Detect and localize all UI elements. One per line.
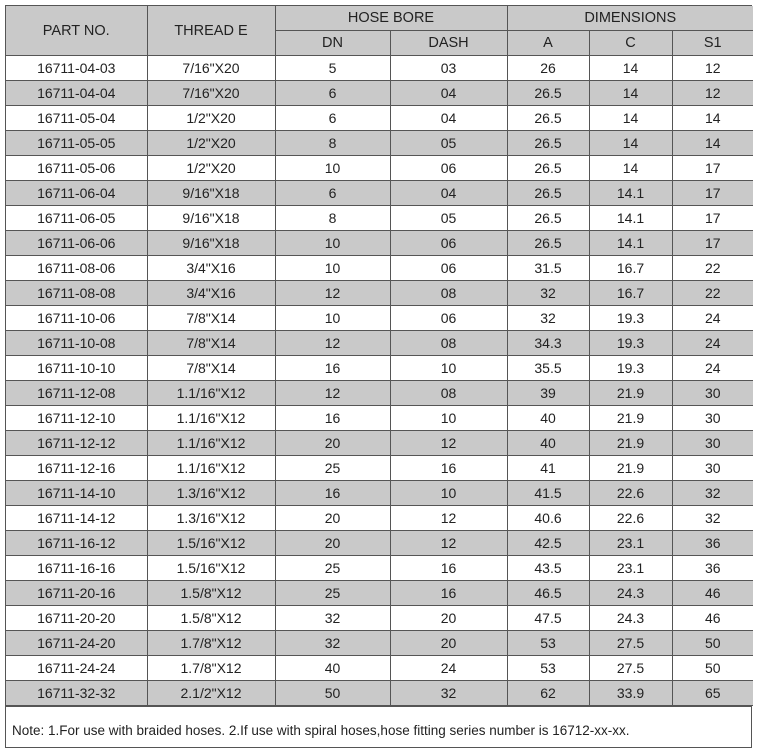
a-cell: 26.5 xyxy=(507,231,589,256)
table-row xyxy=(6,581,753,606)
dash-cell: 08 xyxy=(390,331,507,356)
table-row xyxy=(6,131,753,156)
a-cell: 42.5 xyxy=(507,531,589,556)
dn-cell: 25 xyxy=(275,556,390,581)
s1-cell: 50 xyxy=(672,631,753,656)
hose-fitting-table xyxy=(6,6,753,706)
dash-cell: 24 xyxy=(390,656,507,681)
a-cell: 43.5 xyxy=(507,556,589,581)
s1-cell: 32 xyxy=(672,506,753,531)
dash-cell: 20 xyxy=(390,631,507,656)
dash-cell: 10 xyxy=(390,481,507,506)
dash-cell: 04 xyxy=(390,81,507,106)
part-no-cell: 16711-32-32 xyxy=(6,681,147,706)
s1-cell: 22 xyxy=(672,281,753,306)
c-cell: 21.9 xyxy=(589,456,672,481)
a-cell: 39 xyxy=(507,381,589,406)
s1-cell: 14 xyxy=(672,131,753,156)
s1-cell: 36 xyxy=(672,531,753,556)
s1-cell: 17 xyxy=(672,206,753,231)
c-cell: 23.1 xyxy=(589,556,672,581)
s1-cell: 30 xyxy=(672,456,753,481)
part-no-cell: 16711-06-04 xyxy=(6,181,147,206)
table-header xyxy=(6,6,753,56)
table-row xyxy=(6,81,753,106)
table-row xyxy=(6,281,753,306)
a-cell: 26.5 xyxy=(507,206,589,231)
s1-cell: 24 xyxy=(672,306,753,331)
c-cell: 19.3 xyxy=(589,356,672,381)
part-no-cell: 16711-05-06 xyxy=(6,156,147,181)
table-row xyxy=(6,206,753,231)
dash-cell: 08 xyxy=(390,381,507,406)
thread-cell: 7/16"X20 xyxy=(147,56,275,81)
dash-cell: 06 xyxy=(390,306,507,331)
a-cell: 31.5 xyxy=(507,256,589,281)
dn-cell: 10 xyxy=(275,306,390,331)
a-cell: 26.5 xyxy=(507,181,589,206)
part-no-cell: 16711-05-04 xyxy=(6,106,147,131)
part-no-cell: 16711-20-16 xyxy=(6,581,147,606)
c-cell: 22.6 xyxy=(589,506,672,531)
table-row xyxy=(6,306,753,331)
a-cell: 40.6 xyxy=(507,506,589,531)
thread-cell: 1.5/8"X12 xyxy=(147,581,275,606)
part-no-cell: 16711-05-05 xyxy=(6,131,147,156)
a-cell: 62 xyxy=(507,681,589,706)
part-no-cell: 16711-16-12 xyxy=(6,531,147,556)
dash-cell: 06 xyxy=(390,231,507,256)
dash-cell: 05 xyxy=(390,131,507,156)
dn-cell: 6 xyxy=(275,81,390,106)
dn-cell: 20 xyxy=(275,431,390,456)
part-no-cell: 16711-12-10 xyxy=(6,406,147,431)
dash-cell: 03 xyxy=(390,56,507,81)
part-no-cell: 16711-24-24 xyxy=(6,656,147,681)
thread-cell: 1.1/16"X12 xyxy=(147,456,275,481)
dash-cell: 06 xyxy=(390,256,507,281)
dn-cell: 6 xyxy=(275,106,390,131)
s1-cell: 12 xyxy=(672,81,753,106)
a-cell: 41.5 xyxy=(507,481,589,506)
dn-cell: 20 xyxy=(275,531,390,556)
thread-cell: 7/16"X20 xyxy=(147,81,275,106)
part-no-cell: 16711-10-06 xyxy=(6,306,147,331)
dash-cell: 12 xyxy=(390,506,507,531)
table-row xyxy=(6,156,753,181)
table-row xyxy=(6,381,753,406)
group-header-hose-bore: HOSE BORE xyxy=(275,6,507,31)
thread-cell: 1.1/16"X12 xyxy=(147,406,275,431)
table-body xyxy=(6,56,753,706)
dash-cell: 12 xyxy=(390,431,507,456)
part-no-cell: 16711-10-08 xyxy=(6,331,147,356)
col-header-s1: S1 xyxy=(672,31,753,56)
dash-cell: 08 xyxy=(390,281,507,306)
table-row xyxy=(6,506,753,531)
dash-cell: 12 xyxy=(390,531,507,556)
s1-cell: 46 xyxy=(672,581,753,606)
dash-cell: 05 xyxy=(390,206,507,231)
a-cell: 26.5 xyxy=(507,156,589,181)
dash-cell: 04 xyxy=(390,106,507,131)
c-cell: 14 xyxy=(589,81,672,106)
dash-cell: 16 xyxy=(390,456,507,481)
dash-cell: 06 xyxy=(390,156,507,181)
a-cell: 40 xyxy=(507,431,589,456)
table-row xyxy=(6,656,753,681)
thread-cell: 1.5/16"X12 xyxy=(147,531,275,556)
footnote: Note: 1.For use with braided hoses. 2.If use with spiral hoses,hose fitting series number is 16712-xx-xx. xyxy=(6,706,751,754)
table-row xyxy=(6,256,753,281)
s1-cell: 17 xyxy=(672,156,753,181)
part-no-cell: 16711-10-10 xyxy=(6,356,147,381)
s1-cell: 22 xyxy=(672,256,753,281)
c-cell: 21.9 xyxy=(589,381,672,406)
dn-cell: 5 xyxy=(275,56,390,81)
c-cell: 14 xyxy=(589,56,672,81)
dn-cell: 40 xyxy=(275,656,390,681)
c-cell: 14.1 xyxy=(589,231,672,256)
table-row xyxy=(6,331,753,356)
a-cell: 53 xyxy=(507,631,589,656)
s1-cell: 50 xyxy=(672,656,753,681)
dn-cell: 32 xyxy=(275,631,390,656)
table-row xyxy=(6,481,753,506)
thread-cell: 3/4"X16 xyxy=(147,256,275,281)
table-row xyxy=(6,231,753,256)
s1-cell: 32 xyxy=(672,481,753,506)
table-row xyxy=(6,556,753,581)
c-cell: 22.6 xyxy=(589,481,672,506)
dash-cell: 16 xyxy=(390,556,507,581)
col-header-a: A xyxy=(507,31,589,56)
c-cell: 24.3 xyxy=(589,581,672,606)
thread-cell: 1.1/16"X12 xyxy=(147,381,275,406)
group-header-dimensions: DIMENSIONS xyxy=(507,6,753,31)
col-header-c: C xyxy=(589,31,672,56)
s1-cell: 24 xyxy=(672,356,753,381)
c-cell: 23.1 xyxy=(589,531,672,556)
dn-cell: 20 xyxy=(275,506,390,531)
c-cell: 19.3 xyxy=(589,331,672,356)
a-cell: 26.5 xyxy=(507,131,589,156)
s1-cell: 14 xyxy=(672,106,753,131)
thread-cell: 1.7/8"X12 xyxy=(147,631,275,656)
thread-cell: 9/16"X18 xyxy=(147,231,275,256)
dash-cell: 10 xyxy=(390,406,507,431)
s1-cell: 36 xyxy=(672,556,753,581)
table-row xyxy=(6,456,753,481)
s1-cell: 46 xyxy=(672,606,753,631)
dn-cell: 6 xyxy=(275,181,390,206)
dn-cell: 16 xyxy=(275,406,390,431)
thread-cell: 7/8"X14 xyxy=(147,306,275,331)
s1-cell: 30 xyxy=(672,406,753,431)
c-cell: 27.5 xyxy=(589,631,672,656)
dn-cell: 16 xyxy=(275,356,390,381)
dash-cell: 04 xyxy=(390,181,507,206)
part-no-cell: 16711-24-20 xyxy=(6,631,147,656)
s1-cell: 30 xyxy=(672,431,753,456)
col-header-part-no: PART NO. xyxy=(6,6,147,56)
dn-cell: 50 xyxy=(275,681,390,706)
table-row xyxy=(6,356,753,381)
thread-cell: 1.5/16"X12 xyxy=(147,556,275,581)
table-row xyxy=(6,431,753,456)
c-cell: 33.9 xyxy=(589,681,672,706)
dn-cell: 12 xyxy=(275,281,390,306)
part-no-cell: 16711-06-05 xyxy=(6,206,147,231)
dn-cell: 10 xyxy=(275,256,390,281)
dn-cell: 12 xyxy=(275,331,390,356)
thread-cell: 7/8"X14 xyxy=(147,331,275,356)
a-cell: 34.3 xyxy=(507,331,589,356)
a-cell: 41 xyxy=(507,456,589,481)
dn-cell: 25 xyxy=(275,456,390,481)
a-cell: 40 xyxy=(507,406,589,431)
dn-cell: 12 xyxy=(275,381,390,406)
dash-cell: 32 xyxy=(390,681,507,706)
s1-cell: 12 xyxy=(672,56,753,81)
a-cell: 26 xyxy=(507,56,589,81)
thread-cell: 1/2"X20 xyxy=(147,156,275,181)
a-cell: 47.5 xyxy=(507,606,589,631)
col-header-dash: DASH xyxy=(390,31,507,56)
thread-cell: 7/8"X14 xyxy=(147,356,275,381)
a-cell: 53 xyxy=(507,656,589,681)
c-cell: 14 xyxy=(589,156,672,181)
part-no-cell: 16711-12-16 xyxy=(6,456,147,481)
c-cell: 19.3 xyxy=(589,306,672,331)
a-cell: 46.5 xyxy=(507,581,589,606)
a-cell: 26.5 xyxy=(507,106,589,131)
part-no-cell: 16711-08-08 xyxy=(6,281,147,306)
table-row xyxy=(6,606,753,631)
table-row xyxy=(6,531,753,556)
part-no-cell: 16711-06-06 xyxy=(6,231,147,256)
thread-cell: 2.1/2"X12 xyxy=(147,681,275,706)
col-header-dn: DN xyxy=(275,31,390,56)
c-cell: 16.7 xyxy=(589,281,672,306)
c-cell: 14.1 xyxy=(589,206,672,231)
thread-cell: 1.3/16"X12 xyxy=(147,506,275,531)
s1-cell: 17 xyxy=(672,231,753,256)
thread-cell: 1/2"X20 xyxy=(147,106,275,131)
c-cell: 21.9 xyxy=(589,406,672,431)
a-cell: 35.5 xyxy=(507,356,589,381)
s1-cell: 17 xyxy=(672,181,753,206)
dn-cell: 8 xyxy=(275,131,390,156)
thread-cell: 1.7/8"X12 xyxy=(147,656,275,681)
part-no-cell: 16711-04-03 xyxy=(6,56,147,81)
col-header-thread: THREAD E xyxy=(147,6,275,56)
c-cell: 16.7 xyxy=(589,256,672,281)
a-cell: 32 xyxy=(507,281,589,306)
table-row xyxy=(6,56,753,81)
dn-cell: 10 xyxy=(275,156,390,181)
part-no-cell: 16711-04-04 xyxy=(6,81,147,106)
s1-cell: 65 xyxy=(672,681,753,706)
part-no-cell: 16711-20-20 xyxy=(6,606,147,631)
s1-cell: 24 xyxy=(672,331,753,356)
thread-cell: 1.5/8"X12 xyxy=(147,606,275,631)
table-row xyxy=(6,106,753,131)
thread-cell: 9/16"X18 xyxy=(147,181,275,206)
part-no-cell: 16711-14-12 xyxy=(6,506,147,531)
part-no-cell: 16711-12-12 xyxy=(6,431,147,456)
dn-cell: 32 xyxy=(275,606,390,631)
c-cell: 14.1 xyxy=(589,181,672,206)
c-cell: 27.5 xyxy=(589,656,672,681)
s1-cell: 30 xyxy=(672,381,753,406)
dn-cell: 8 xyxy=(275,206,390,231)
thread-cell: 1/2"X20 xyxy=(147,131,275,156)
table-row xyxy=(6,631,753,656)
dn-cell: 16 xyxy=(275,481,390,506)
thread-cell: 9/16"X18 xyxy=(147,206,275,231)
dash-cell: 16 xyxy=(390,581,507,606)
spec-sheet xyxy=(5,5,752,748)
table-row xyxy=(6,406,753,431)
table-row xyxy=(6,681,753,706)
c-cell: 14 xyxy=(589,131,672,156)
dash-cell: 10 xyxy=(390,356,507,381)
part-no-cell: 16711-12-08 xyxy=(6,381,147,406)
part-no-cell: 16711-14-10 xyxy=(6,481,147,506)
thread-cell: 1.1/16"X12 xyxy=(147,431,275,456)
thread-cell: 3/4"X16 xyxy=(147,281,275,306)
a-cell: 32 xyxy=(507,306,589,331)
part-no-cell: 16711-08-06 xyxy=(6,256,147,281)
dn-cell: 25 xyxy=(275,581,390,606)
c-cell: 24.3 xyxy=(589,606,672,631)
c-cell: 21.9 xyxy=(589,431,672,456)
thread-cell: 1.3/16"X12 xyxy=(147,481,275,506)
dash-cell: 20 xyxy=(390,606,507,631)
c-cell: 14 xyxy=(589,106,672,131)
table-row xyxy=(6,181,753,206)
dn-cell: 10 xyxy=(275,231,390,256)
a-cell: 26.5 xyxy=(507,81,589,106)
part-no-cell: 16711-16-16 xyxy=(6,556,147,581)
